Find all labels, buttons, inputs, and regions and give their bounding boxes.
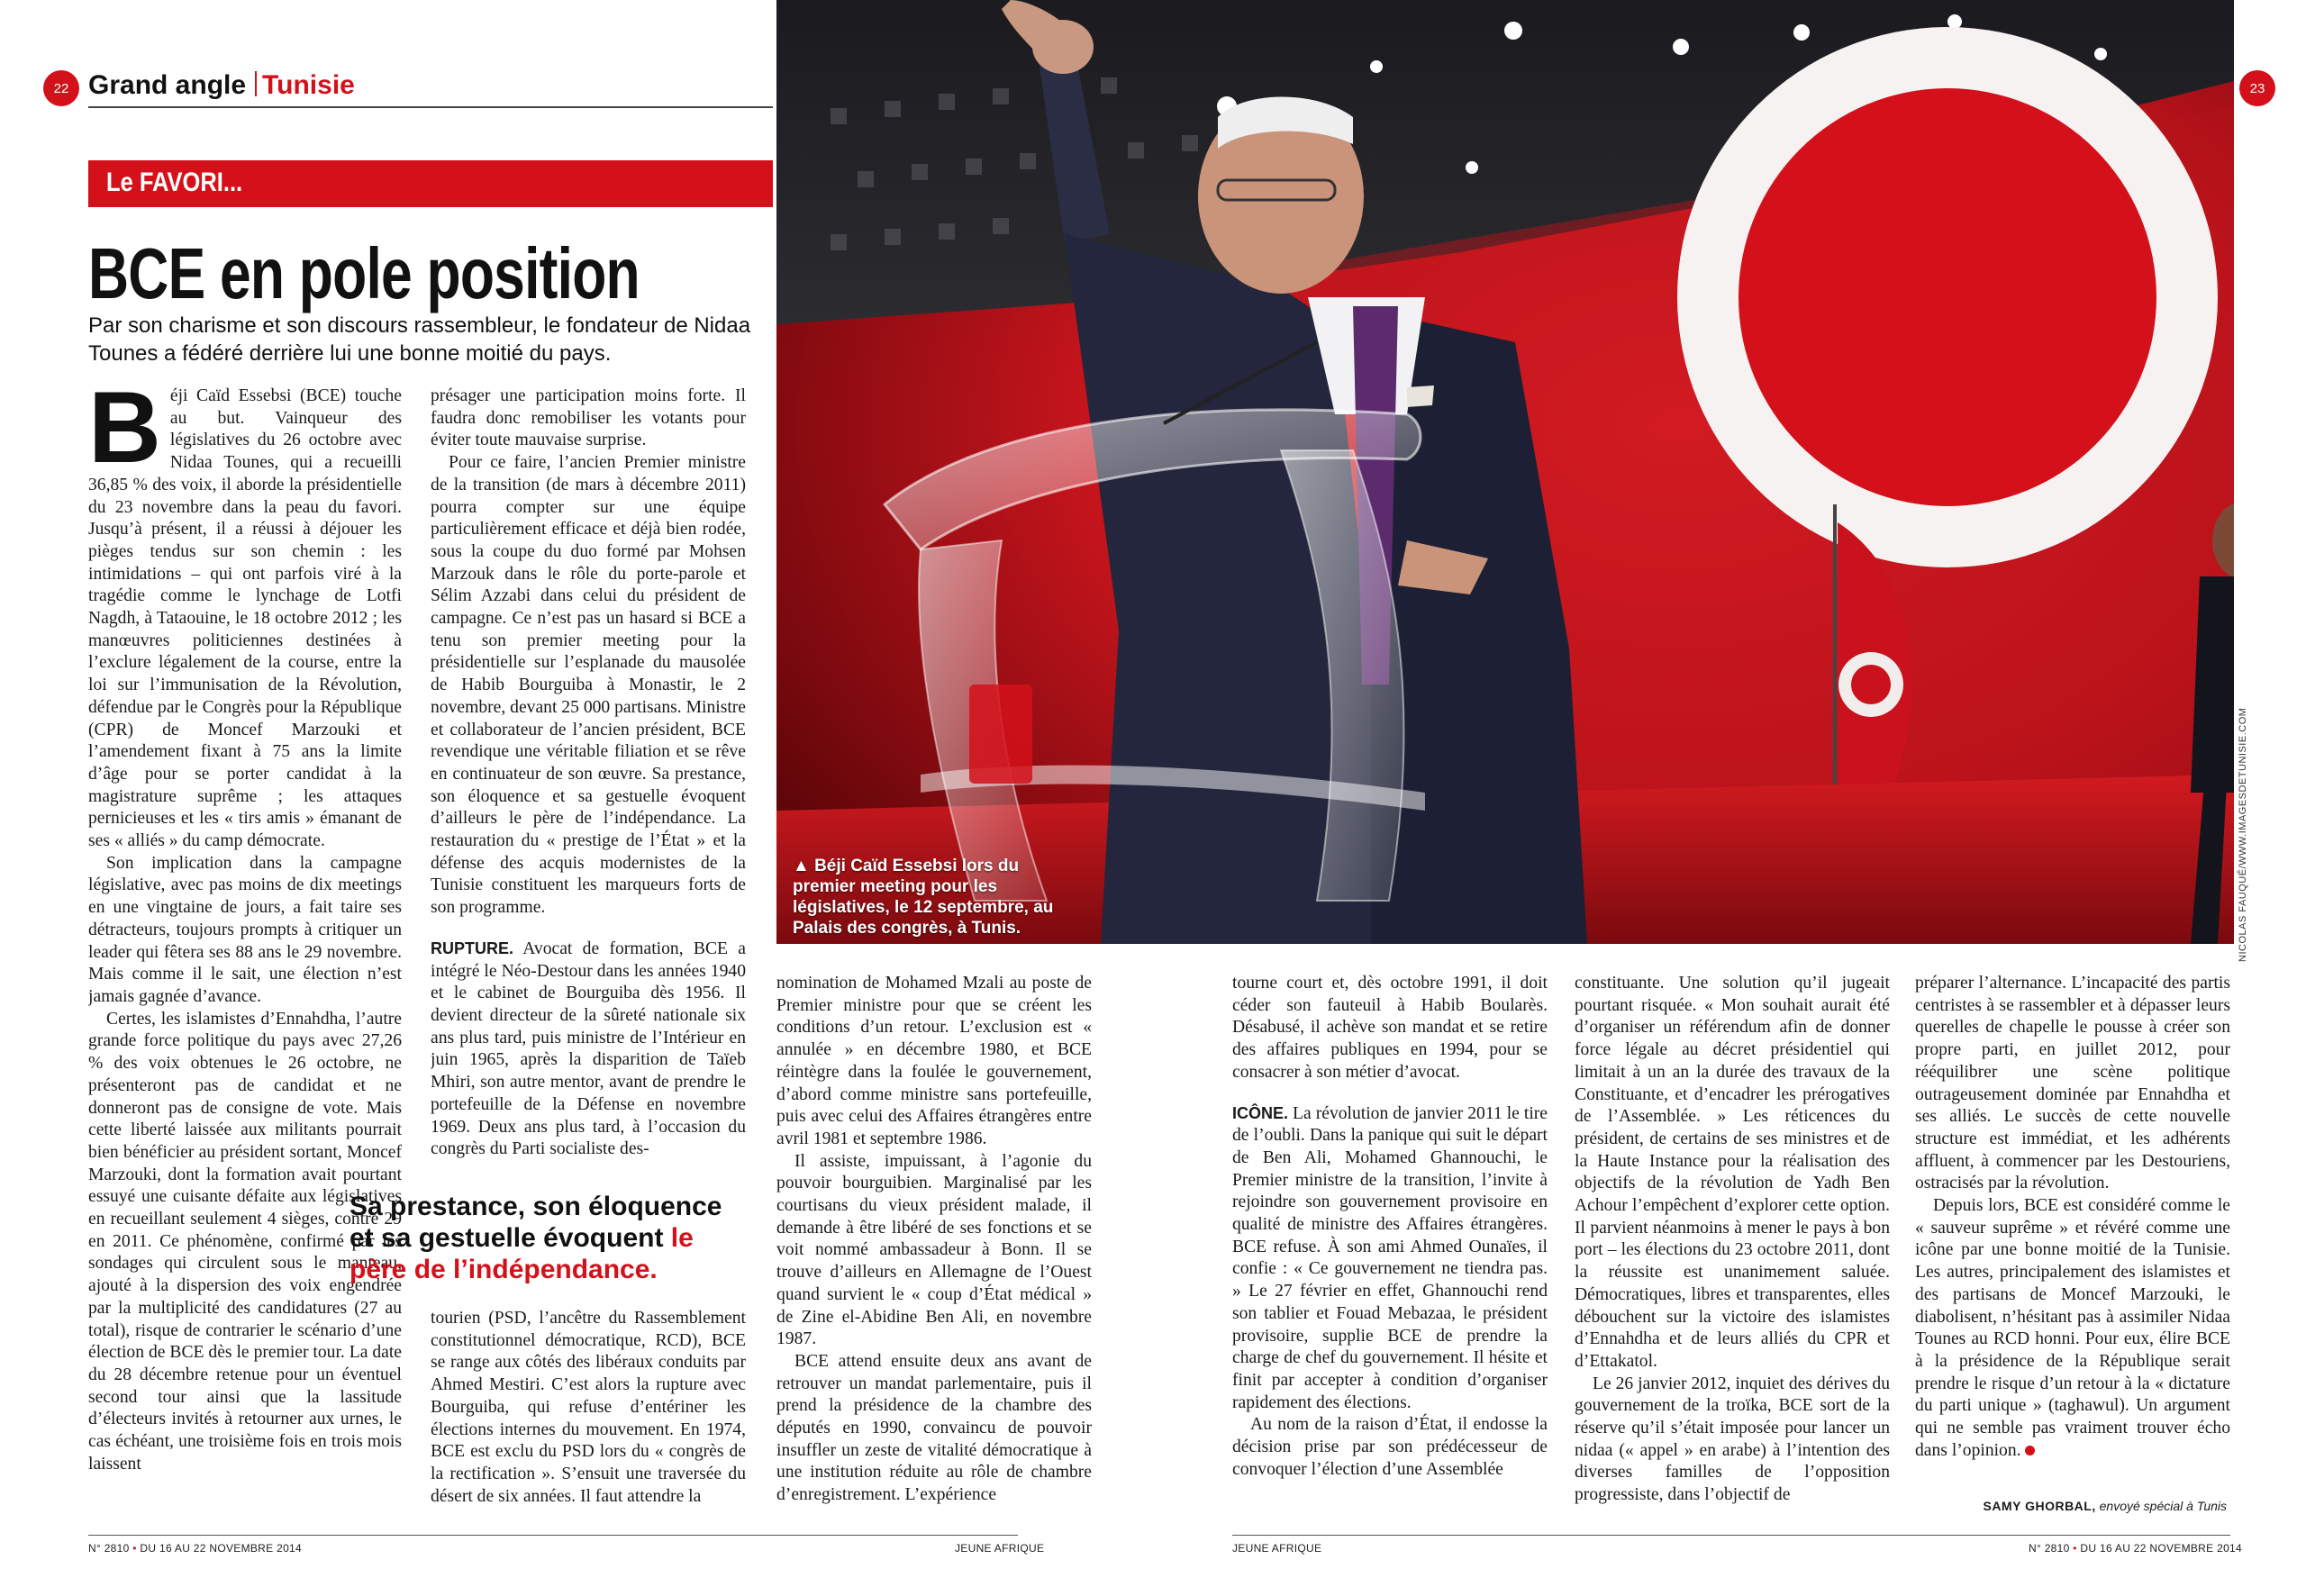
section-country: Tunisie xyxy=(262,70,355,100)
footer-dates: DU 16 AU 22 NOVEMBRE 2014 xyxy=(2080,1542,2242,1555)
pull-quote-highlight: le père de l’indépendance. xyxy=(350,1223,694,1284)
photo-caption: ▲ Béji Caïd Essebsi lors du premier meeting pour les législatives, le 12 septembre, au Palais des congrès, à Tunis. xyxy=(793,857,1054,938)
photo-illustration xyxy=(776,0,2234,944)
paragraph: Il assiste, impuissant, à l’agonie du pouvoir bourguibien. Marginalisé par les courtisans du vieux président malade, il demande à être libéré de ses fonctions et se voit nommé ambassadeur à Bonn. Il se trouve d’ailleurs en Allemagne de l’Ouest quand survient le « coup d’État médical » de Zine el-Abidine Ben Ali, en novembre 1987. xyxy=(776,1151,1092,1349)
footer-issue-right xyxy=(2029,1542,2242,1555)
standfirst: Par son charisme et son discours rassembleur, le fondateur de Nidaa Tounes a fédéré derrière lui une bonne moitié du pays. xyxy=(88,313,751,366)
paragraph: nomination de Mohamed Mzali au poste de Premier ministre pour que se créent les conditions d’un retour. L’exclusion est « annulée » en décembre 1980, et BCE réintègre dans la foulée le gouvernement, d’abord comme ministre sans portefeuille, puis avec celui des Affaires étrangères entre avril 1981 et septembre 1986. xyxy=(776,974,1092,1148)
paragraph xyxy=(431,938,746,1161)
footer-issue-number: N° 2810 xyxy=(2029,1542,2070,1555)
paragraph: BCE attend ensuite deux ans avant de retrouver un mandat parlementaire, puis il prend la présidence de la chambre des députés en 1990, convaincu de pouvoir insuffler un zeste de vitalité démocratique à une institution réduite au rôle de chambre d’enregistrement. L’expérience xyxy=(776,1351,1092,1505)
photo-credit: NICOLAS FAUQUÉ/WWW.IMAGESDETUNISIE.COM xyxy=(2238,707,2248,962)
paragraph xyxy=(1232,1102,1548,1415)
paragraph-text: Depuis lors, BCE est considéré comme le « sauveur suprême » et révéré comme une icône par une bonne moitié de la Tunisie. Les autres, principalement des islamistes et des partisans de Moncef Marzouki, le diabolisent, n’hésitant pas à assimiler Nidaa Tounes au RCD honni. Pour eux, élire BCE à la présidence de la République serait prendre le risque d’un retour à la « dictature du parti unique » (taghawul). Un argument qui ne semble pas vraiment trouver écho dans l’opinion. xyxy=(1915,1196,2230,1460)
byline-role: envoyé spécial à Tunis xyxy=(2099,1499,2227,1513)
header-rule xyxy=(88,106,773,108)
lead-photo xyxy=(776,0,2234,944)
page-number-right: 23 xyxy=(2239,70,2275,106)
paragraph: Certes, les islamistes d’Ennahdha, l’autre grande force politique du pays avec 27,26 % des voix obtenues le 26 octobre, ne présenteront pas de candidat et ne donneront pas de consigne de vote. Mais cette liberté laissée aux militants pourrait bien bénéficier au président sortant, Moncef Marzouki, dont la formation avait pourtant essuyé une cuisante défaite aux législatives en recueillant seulement 4 sièges, contre 29 en 2011. Ce phénomène, confirmé par les sondages qui circulent sous le manteau, ajouté à la dispersion des voix engendrée par la multiplicité des candidatures (27 au total), risque de contrarier le scénario d’une élection de BCE dès le premier tour. La date du 28 décembre retenue pour un éventuel second tour ainsi que la lassitude d’électeurs invités à retourner aux urnes, le cas échéant, une troisième fois en trois mois laissent xyxy=(88,1009,402,1474)
paragraph-text: Avocat de formation, BCE a intégré le Néo-Destour dans les années 1940 et le cabinet de Bourguiba dès 1956. Il devient directeur de la sûreté nationale six ans plus tard, puis ministre de l’Intérieur en juin 1965, après la disparition de Taïeb Mhiri, son autre mentor, avant de prendre le portefeuille de la Défense en novembre 1969. Deux ans plus tard, à l’occasion du congrès du Parti socialiste des- xyxy=(431,939,746,1159)
headline: BCE en pole position xyxy=(88,233,640,313)
paragraph: Le 26 janvier 2012, inquiet des dérives du gouvernement de la troïka, BCE sort de la réserve qu’il s’était imposée pour lancer un nidaa (« appel » en arabe) à l’intention des diverses familles de l’opposition progressiste, dans l’objectif de xyxy=(1575,1374,1890,1505)
kicker: Le FAVORI... xyxy=(106,168,243,197)
footer-issue-left xyxy=(88,1542,302,1555)
byline-name: SAMY GHORBAL, xyxy=(1983,1499,2096,1513)
column-3 xyxy=(776,973,1092,1522)
paragraph: tourien (PSD, l’ancêtre du Rassemblement constitutionnel démocratique, RCD), BCE se range aux côtés des libéraux conduits par Ahmed Mestiri. C’est alors la rupture avec Bourguiba, qui refuse d’entériner les élections internes du mouvement. En 1974, BCE est exclu du PSD lors du « congrès de la rectification ». S’ensuit une traversée du désert de six années. Il faut attendre la xyxy=(431,1309,746,1506)
footer-bullet: • xyxy=(2073,1542,2077,1555)
footer-magazine-right: JEUNE AFRIQUE xyxy=(1232,1542,1322,1555)
footer-rule-right xyxy=(1232,1535,2230,1536)
paragraph: présager une participation moins forte. Il faudra donc remobiliser les votants pour éviter toute mauvaise surprise. xyxy=(431,386,746,450)
paragraph: constituante. Une solution qu’il jugeait pourtant risquée. « Mon souhait aurait été d’organiser un référendum afin de donner force légale au décret présidentiel qui limitait à un an la durée des travaux de la Constituante, et d’encadrer les prérogatives de l’Assemblée. » Les réticences du président, de certains de ses ministres et de la Haute Instance pour la réalisation des objectifs de la révolution de Yadh Ben Achour l’empêchent d’explorer cette option. Il parvient néanmoins à mener le pays à bon port – les élections du 23 octobre 2011, dont la réussite est unanimement saluée. Démocratiques, libres et transparentes, elles débouchent sur la victoire des islamistes d’Ennahdha et de leurs alliés du CPR et d’Ettakatol. xyxy=(1575,974,1890,1371)
column-6 xyxy=(1915,973,2230,1495)
drop-cap: B xyxy=(88,385,161,484)
end-mark-icon xyxy=(2025,1446,2035,1455)
paragraph: Pour ce faire, l’ancien Premier ministre de la transition (de mars à décembre 2011) pourra compter sur une équipe particulièrement efficace et déjà bien rodée, sous la coupe du duo formé par Mohsen Marzouk dans le rôle du porte-parole et Sélim Azzabi dans celui du président de campagne. Ce n’est pas un hasard si BCE a tenu son premier meeting pour la présidentielle sur l’esplanade du mausolée de Habib Bourguiba à Monastir, le 2 novembre, devant 25 000 partisans. Ministre et collaborateur de l’ancien président, BCE revendique une véritable filiation et se rêve en continuateur de son œuvre. Sa prestance, son éloquence et sa gestuelle évoquent d’ailleurs le père de l’indépendance. La restauration du « prestige de l’État » et la défense des acquis modernistes de la Tunisie constituent les marqueurs forts de son programme. xyxy=(431,453,746,918)
footer-rule-left xyxy=(88,1535,1018,1536)
column-5 xyxy=(1575,973,1890,1522)
footer-magazine-left: JEUNE AFRIQUE xyxy=(955,1542,1045,1555)
paragraph: Au nom de la raison d’État, il endosse la décision prise par son prédécesseur de convoquer l’élection d’une Assemblée xyxy=(1232,1415,1548,1479)
footer-bullet: • xyxy=(132,1542,137,1555)
column-1 xyxy=(88,385,402,1520)
page-number-left: 22 xyxy=(43,70,79,106)
pull-quote xyxy=(350,1191,746,1285)
column-4 xyxy=(1232,973,1548,1522)
subhead-icone: ICÔNE. xyxy=(1232,1103,1289,1122)
paragraph-text: éji Caïd Essebsi (BCE) touche au but. Vainqueur des législatives du 26 octobre avec Nidaa Tounes, qui a recueilli 36,85 % des voix, il aborde la présidentielle du 23 novembre dans la peau du favori. Jusqu’à présent, il a réussi à déjouer les pièges tendus sur son chemin : les intimidations – qui ont parfois viré à la tragédie comme le lynchage de Lotfi Nagdh, à Tataouine, le 18 octobre 2012 ; les manœuvres politiciennes destinées à l’exclure légalement de la course, entre la loi sur l’immunisation de la Révolution, défendue par le Congrès pour la République (CPR) de Moncef Marzouki et l’amendement fixant à 75 ans la limite d’âge pour se porter candidat à la magistrature suprême ; les attaques pernicieuses et les « tirs amis » émanant de ses « alliés » du camp démocrate. xyxy=(88,386,402,851)
paragraph-text: La révolution de janvier 2011 le tire de l’oubli. Dans la panique qui suit le départ de Ben Ali, Mohamed Ghannouchi, le Premier ministre de la transition, l’invite à rejoindre son gouvernement provisoire en qualité de ministre des Affaires étrangères. BCE refuse. À son ami Ahmed Ounaïes, il confie : « Ce gouvernement ne tiendra pas. » Le 27 février en effet, Ghannouchi rend son tablier et Fouad Mebazaa, le président provisoire, supplie BCE de prendre la charge de chef du gouvernement. Il hésite et finit par accepter à condition d’organiser rapidement des élections. xyxy=(1232,1103,1548,1412)
section-label: Grand angle xyxy=(88,70,247,100)
paragraph xyxy=(88,385,402,853)
footer-issue-number: N° 2810 xyxy=(88,1542,130,1555)
kicker-bar xyxy=(88,160,773,207)
paragraph: tourne court et, dès octobre 1991, il doit céder son fauteuil à Habib Boularès. Désabusé, il achève son mandat et se retire des affaires publiques en 1994, pour se consacrer à son métier d’avocat. xyxy=(1232,974,1548,1082)
paragraph: préparer l’alternance. L’incapacité des partis centristes à se rassembler et à dépasser leurs querelles de chapelle le pousse à créer son propre parti, en juillet 2012, pour rééquilibrer une scène politique outrageusement dominée par Ennahdha et ses alliés. Le succès de cette nouvelle structure est immédiat, et les adhérents affluent, à commencer par les Destouriens, ostracisés par la révolution. xyxy=(1915,974,2230,1193)
column-2-bottom xyxy=(431,1308,746,1520)
paragraph: Son implication dans la campagne législative, avec pas moins de dix meetings en une vingtaine de jours, a fait taire ses détracteurs, toujours prompts à critiquer un leader qui fêtera ses 88 ans le 29 novembre. Mais comme il le sait, une élection n’est jamais gagnée d’avance. xyxy=(88,853,402,1006)
section-title xyxy=(88,70,355,101)
footer-dates: DU 16 AU 22 NOVEMBRE 2014 xyxy=(140,1542,302,1555)
pull-quote-text: Sa prestance, son éloquence et sa gestuelle évoquent xyxy=(350,1192,722,1253)
byline xyxy=(1910,1499,2227,1513)
paragraph xyxy=(1915,1195,2230,1462)
column-2-top xyxy=(431,385,746,1182)
subhead-rupture: RUPTURE. xyxy=(431,939,514,957)
section-separator xyxy=(255,71,257,96)
